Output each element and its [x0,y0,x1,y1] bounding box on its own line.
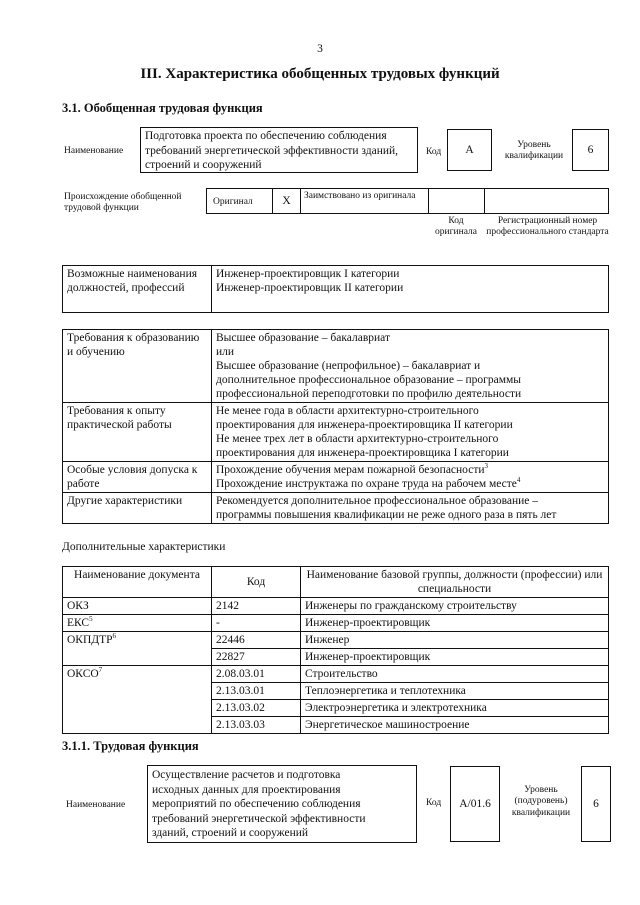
gtf-code-label: Код [426,147,442,157]
tf-name-line: требований энергетической эффективности [152,812,366,825]
page-number: 3 [317,43,323,55]
req-line: Прохождение инструктажа по охране труда на рабочем месте$^4$ [216,476,521,490]
origin-divider [484,188,485,214]
req-education-label: Требования к образованию и обучению [63,330,212,403]
code-cell: 2.13.03.01 [212,683,301,700]
name-cell: Инженер [301,632,609,649]
req-line: проектирования для инженера-проектировщика II категории [216,419,513,431]
additional-table [62,566,609,734]
origin-divider [300,188,301,214]
requirements-table [62,329,609,524]
tf-name-line: зданий, строений и сооружений [152,827,309,839]
footnote-ref: 3 [484,462,489,471]
tf-name-line: исходных данных для проектирования [152,783,341,796]
req-other-value [212,493,609,524]
code-cell: 22827 [212,649,301,666]
tf-level-value: 6 [581,766,611,842]
gtf-heading: 3.1. Обобщенная трудовая функция [62,101,263,115]
positions-value [212,266,609,313]
gtf-name-value: Подготовка проекта по обеспечению соблюдения требований энергетической эффективности зданий, строений и сооружений [140,127,418,173]
tf-heading: 3.1.1. Трудовая функция [62,739,199,753]
name-cell: Энергетическое машиностроение [301,717,609,734]
name-cell: Инженер-проектировщик [301,615,609,632]
gtf-level-value: 6 [572,129,609,171]
req-line: дополнительное профессиональное образование – программы [216,374,521,386]
position-line: Инженер-проектировщик II категории [216,282,404,294]
section-title: III. Характеристика обобщенных трудовых функций [140,66,500,82]
col-doc-header: Наименование документа [63,567,212,598]
code-cell: 2142 [212,598,301,615]
positions-table [62,265,609,313]
req-conditions-value [212,462,609,493]
code-cell: 2.13.03.03 [212,717,301,734]
col-code-header: Код [212,567,301,598]
table-row [63,666,609,683]
name-cell: Электроэнергетика и электротехника [301,700,609,717]
reg-number-label: Регистрационный номер профессионального стандарта [486,216,609,238]
position-line: Инженер-проектировщик I категории [216,268,400,280]
gtf-origin-label: Происхождение обобщенной трудовой функции [64,192,182,214]
additional-heading: Дополнительные характеристики [62,541,226,553]
gtf-name-label: Наименование [64,146,124,156]
tf-code-label: Код [426,798,442,808]
gtf-level-label: Уровень квалификации [504,140,564,162]
table-row [63,632,609,649]
footnote-ref: 4 [516,476,521,485]
name-cell: Строительство [301,666,609,683]
table-row [63,615,609,632]
req-experience-value [212,403,609,462]
original-mark: Х [282,195,291,207]
name-cell: Инженер-проектировщик [301,649,609,666]
original-label: Оригинал [213,197,253,207]
tf-name-line: мероприятий по обеспечению соблюдения [152,798,361,810]
code-cell: 22446 [212,632,301,649]
doc-cell: ОКПДТР$^6$ [63,632,212,666]
positions-label: Возможные наименования должностей, профессий [63,266,212,313]
req-line: Не менее трех лет в области архитектурно-строительного [216,433,499,445]
doc-cell: ЕКС$^5$ [63,615,212,632]
doc-cell: ОКСО$^7$ [63,666,212,734]
tf-name-line: Осуществление расчетов и подготовка [152,769,341,781]
gtf-code-value: А [447,129,492,171]
req-line: Прохождение обучения мерам пожарной безопасности$^3$ [216,462,489,476]
code-cell: 2.13.03.02 [212,700,301,717]
req-line: профессиональной переподготовки по профилю деятельности [216,388,522,400]
req-other-label: Другие характеристики [63,493,212,524]
req-line: проектирования для инженера-проектировщика I категории [216,447,509,459]
doc-cell: ОКЗ [63,598,212,615]
req-line: или [216,346,235,358]
req-education-value [212,330,609,403]
req-conditions-label: Особые условия допуска к работе [63,462,212,493]
name-cell: Теплоэнергетика и теплотехника [301,683,609,700]
code-cell: - [212,615,301,632]
req-line: программы повышения квалификации не реже одного раза в пять лет [216,509,557,521]
origin-divider [428,188,429,214]
name-cell: Инженеры по гражданскому строительству [301,598,609,615]
req-line: Высшее образование – бакалавриат [216,332,390,344]
tf-name-label: Наименование [66,800,126,810]
req-line: Высшее образование (непрофильное) – бакалавриат и [216,360,481,372]
borrowed-label: Заимствовано из оригинала [304,191,416,201]
col-name-header: Наименование базовой группы, должности (профессии) или специальности [301,567,609,598]
req-experience-label: Требования к опыту практической работы [63,403,212,462]
tf-name-value [147,765,417,843]
code-original-label: Код оригинала [435,216,477,238]
code-cell: 2.08.03.01 [212,666,301,683]
tf-level-label: Уровень (подуровень) квалификации [511,785,571,818]
table-row [63,598,609,615]
req-line: Рекомендуется дополнительное профессиональное образование – [216,495,539,507]
req-line: Не менее года в области архитектурно-строительного [216,405,479,417]
tf-code-value: A/01.6 [450,766,500,842]
